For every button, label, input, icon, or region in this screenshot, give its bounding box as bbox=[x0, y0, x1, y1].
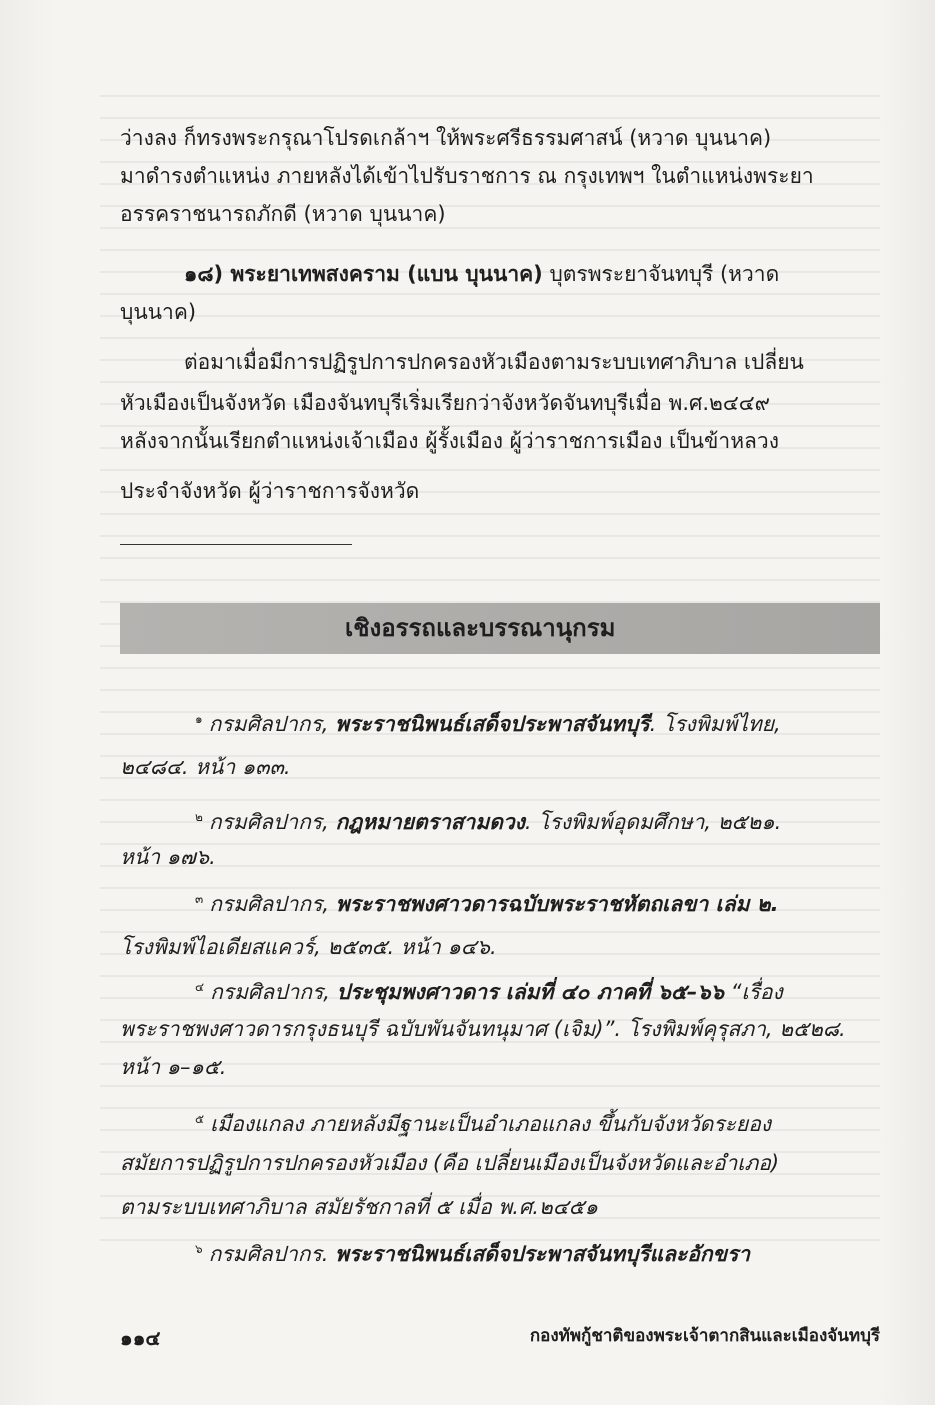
footnote-rest: “เรื่อง bbox=[723, 980, 783, 1004]
body-line: อรรคราชนารถภักดี (หวาด บุนนาค) bbox=[120, 202, 446, 226]
body-line: มาดำรงตำแหน่ง ภายหลังได้เข้าไปรับราชการ ณ กรุงเทพฯ ในตำแหน่งพระยา bbox=[120, 164, 814, 188]
footnote-number: ๒ bbox=[195, 810, 203, 824]
footnote-5 bbox=[195, 1100, 935, 1143]
footnote-author: กรมศิลปากร, bbox=[208, 810, 336, 834]
paragraph-18 bbox=[120, 255, 880, 293]
footnote-2 bbox=[195, 798, 935, 841]
paragraph-18-heading: ๑๘) พระยาเทพสงคราม (แบน บุนนาค) bbox=[184, 262, 543, 286]
footnote-title: พระราชพงศาวดารฉบับพระราชหัตถเลขา เล่ม ๒. bbox=[335, 892, 779, 916]
footnote-continuation: หน้า ๑–๑๕. bbox=[120, 1055, 227, 1079]
footnote-1 bbox=[195, 700, 935, 743]
footnote-continuation: ตามระบบเทศาภิบาล สมัยรัชกาลที่ ๕ เมื่อ พ.ศ.๒๔๕๑ bbox=[120, 1195, 598, 1219]
footnote-separator bbox=[120, 544, 352, 545]
body-line: หลังจากนั้นเรียกตำแหน่งเจ้าเมือง ผู้รั้งเมือง ผู้ว่าราชการเมือง เป็นข้าหลวง bbox=[120, 429, 779, 453]
footnote-author: กรมศิลปากร, bbox=[208, 712, 336, 736]
footnote-text: เมืองแกลง ภายหลังมีฐานะเป็นอำเภอแกลง ขึ้นกับจังหวัดระยอง bbox=[210, 1112, 772, 1136]
footnote-continuation: ๒๔๘๔. หน้า ๑๓๓. bbox=[120, 755, 291, 779]
body-line: หัวเมืองเป็นจังหวัด เมืองจันทบุรีเริ่มเรียกว่าจังหวัดจันทบุรีเมื่อ พ.ศ.๒๔๔๙ bbox=[120, 391, 771, 415]
footnote-title: ประชุมพงศาวดาร เล่มที่ ๔๐ ภาคที่ ๖๕–๖๖ bbox=[336, 980, 724, 1004]
body-line: ว่างลง ก็ทรงพระกรุณาโปรดเกล้าฯ ให้พระศรีธรรมศาสน์ (หวาด บุนนาค) bbox=[120, 126, 772, 150]
footnote-author: กรมศิลปากร. bbox=[208, 1242, 336, 1266]
footnote-number: ๔ bbox=[195, 980, 205, 994]
footnote-author: กรมศิลปากร, bbox=[210, 980, 337, 1004]
footnote-author: กรมศิลปากร, bbox=[209, 892, 336, 916]
page-number: ๑๑๔ bbox=[120, 1326, 161, 1350]
footnote-title: พระราชนิพนธ์เสด็จประพาสจันทบุรี bbox=[335, 712, 650, 736]
footnote-continuation: โรงพิมพ์ไอเดียสแควร์, ๒๕๓๕. หน้า ๑๔๖. bbox=[120, 935, 497, 959]
footnote-number: ๑ bbox=[195, 712, 203, 726]
footnote-continuation: หน้า ๑๗๖. bbox=[120, 845, 216, 869]
footnote-rest: . โรงพิมพ์ไทย, bbox=[649, 712, 781, 736]
footnote-continuation: พระราชพงศาวดารกรุงธนบุรี ฉบับพันจันทนุมาศ (เจิม)”. โรงพิมพ์คุรุสภา, ๒๕๒๘. bbox=[120, 1017, 846, 1041]
body-line: ประจำจังหวัด ผู้ว่าราชการจังหวัด bbox=[120, 479, 420, 503]
running-footer-title: กองทัพกู้ชาติของพระเจ้าตากสินและเมืองจันทบุรี bbox=[529, 1326, 880, 1346]
footnote-continuation: สมัยการปฏิรูปการปกครองหัวเมือง (คือ เปลี่ยนเมืองเป็นจังหวัดและอำเภอ) bbox=[120, 1151, 780, 1175]
body-line: ต่อมาเมื่อมีการปฏิรูปการปกครองหัวเมืองตามระบบเทศาภิบาล เปลี่ยน bbox=[184, 350, 804, 374]
body-line: บุนนาค) bbox=[120, 300, 197, 324]
footnote-6 bbox=[195, 1230, 935, 1273]
footnote-title: พระราชนิพนธ์เสด็จประพาสจันทบุรีและอักขรา bbox=[335, 1242, 751, 1266]
paragraph-18-text: บุตรพระยาจันทบุรี (หวาด bbox=[542, 262, 780, 286]
section-title: เชิงอรรถและบรรณานุกรม bbox=[345, 614, 616, 642]
footnote-number: ๓ bbox=[195, 892, 204, 906]
footnote-number: ๖ bbox=[195, 1242, 203, 1256]
footnote-3 bbox=[195, 880, 935, 923]
footnote-title: กฎหมายตราสามดวง bbox=[335, 810, 525, 834]
footnote-number: ๕ bbox=[195, 1112, 205, 1126]
footnote-4 bbox=[195, 968, 935, 1011]
footnote-rest: . โรงพิมพ์อุดมศึกษา, ๒๕๒๑. bbox=[524, 810, 782, 834]
